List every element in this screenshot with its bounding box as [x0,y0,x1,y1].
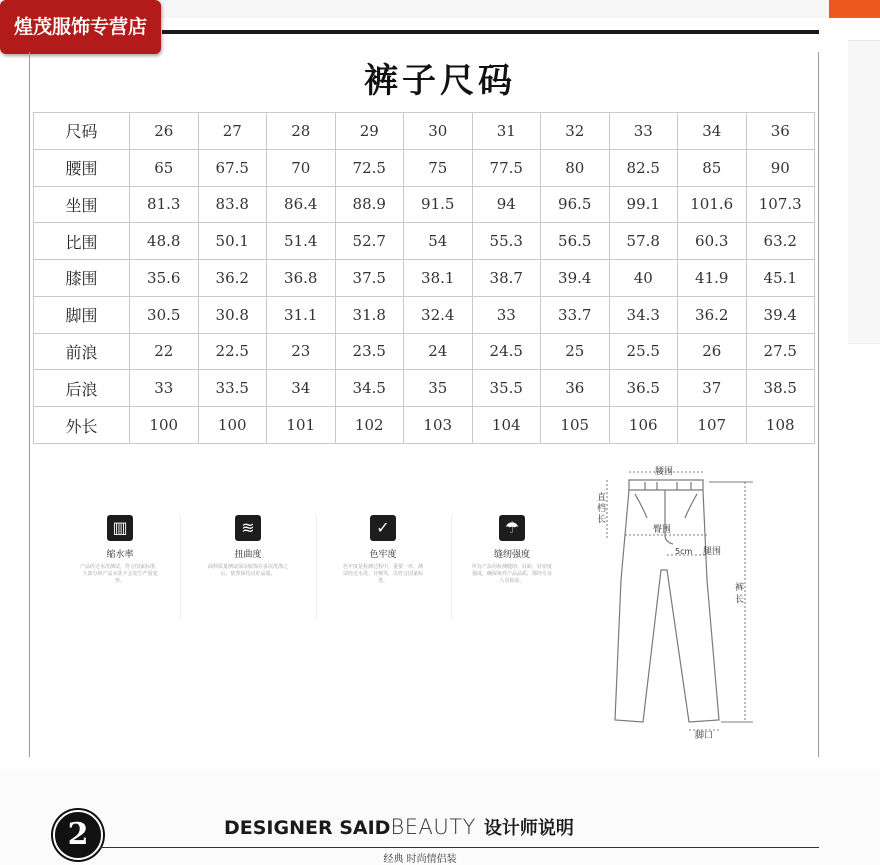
table-cell: 38.5 [746,370,815,407]
label-thigh: 腿围 [703,547,722,557]
table-cell: 35.5 [472,370,541,407]
table-cell: 70 [267,149,336,186]
feature-divider [316,515,317,620]
label-waist: 腰围 [655,467,674,477]
table-cell: 100 [198,407,267,444]
table-cell: 72.5 [335,149,404,186]
pants-outline [615,480,722,722]
header-divider [162,30,819,34]
table-cell: 107.3 [746,186,815,223]
table-row [34,186,815,223]
table-cell: 38.1 [404,260,473,297]
table-cell: 101 [267,407,336,444]
table-cell: 26 [130,113,199,150]
table-cell: 28 [267,113,336,150]
table-cell: 22 [130,333,199,370]
feature-title: 缝纫强度 [493,550,530,560]
table-cell: 50.1 [198,223,267,260]
table-cell: 77.5 [472,149,541,186]
heading-light: BEAUTY [390,815,476,839]
table-cell: 40 [609,260,678,297]
heading-bold: DESIGNER SAID [224,817,391,839]
frame-border-right [818,52,819,757]
orange-tab[interactable] [829,0,880,18]
measure-lines [607,472,753,730]
label-length [735,581,744,605]
table-cell: 41.9 [678,260,747,297]
table-cell: 48.8 [130,223,199,260]
table-cell: 35.6 [130,260,199,297]
feature-title: 扭曲度 [234,550,262,560]
table-cell: 81.3 [130,186,199,223]
table-cell: 65 [130,149,199,186]
section-number-badge: 2 [53,810,103,860]
table-cell: 26 [678,333,747,370]
feature-seam-strength [462,515,562,585]
quality-features [70,515,570,625]
table-row [34,333,815,370]
table-row [34,149,815,186]
label-5cm: 5cm [675,547,693,556]
row-label: 后浪 [34,370,130,407]
table-cell: 105 [541,407,610,444]
table-cell: 24.5 [472,333,541,370]
table-cell: 99.1 [609,186,678,223]
frame-border-left [29,52,30,757]
table-row [34,223,815,260]
table-cell: 30.5 [130,296,199,333]
table-cell: 31.1 [267,296,336,333]
feature-divider [180,515,181,620]
table-cell: 34.3 [609,296,678,333]
designer-said-heading [224,814,574,844]
table-cell: 33.5 [198,370,267,407]
row-label: 腰围 [34,149,130,186]
table-cell: 101.6 [678,186,747,223]
row-label: 尺码 [34,113,130,150]
table-cell: 94 [472,186,541,223]
feature-title: 色牢度 [369,550,397,560]
table-cell: 33 [472,296,541,333]
table-cell: 100 [130,407,199,444]
pants-measurement-diagram [585,460,775,745]
table-cell: 37 [678,370,747,407]
feature-desc: 产品经过水洗测试，符合国家标准，大部分的产品水洗不会发生严重变形。 [80,564,161,584]
table-cell: 30.8 [198,296,267,333]
table-cell: 33 [609,113,678,150]
table-cell: 34 [678,113,747,150]
table-cell: 39.4 [746,296,815,333]
table-cell: 54 [404,223,473,260]
table-cell: 33 [130,370,199,407]
table-cell: 35 [404,370,473,407]
table-cell: 33.7 [541,296,610,333]
table-cell: 27.5 [746,333,815,370]
table-cell: 37.5 [335,260,404,297]
table-row [34,296,815,333]
table-cell: 75 [404,149,473,186]
table-cell: 30 [404,113,473,150]
table-cell: 27 [198,113,267,150]
table-cell: 52.7 [335,223,404,260]
table-cell: 80 [541,149,610,186]
heading-cn: 设计师说明 [483,818,574,839]
table-cell: 36 [746,113,815,150]
feature-shrinkage [70,515,170,585]
table-cell: 31.8 [335,296,404,333]
feature-title: 缩水率 [106,550,134,560]
feature-twist [198,515,298,578]
table-cell: 51.4 [267,223,336,260]
table-cell: 36 [541,370,610,407]
table-cell: 103 [404,407,473,444]
table-cell: 38.7 [472,260,541,297]
label-front-rise [597,491,606,525]
shrink-icon: ▥ [107,515,133,541]
feature-desc: 所有产品均检测缝纫、针距、针密度强度，确保每件产品品质，都经专业人员检验。 [472,564,553,584]
table-row [34,260,815,297]
table-cell: 107 [678,407,747,444]
row-label: 坐围 [34,186,130,223]
row-label: 前浪 [34,333,130,370]
section-divider [100,847,819,848]
table-cell: 82.5 [609,149,678,186]
row-label: 外长 [34,407,130,444]
row-label: 比围 [34,223,130,260]
table-row [34,370,815,407]
svg-text:裤长: 裤长 [735,583,745,605]
table-cell: 25 [541,333,610,370]
table-cell: 36.2 [678,296,747,333]
table-cell: 36.2 [198,260,267,297]
table-cell: 32 [541,113,610,150]
svg-text:直档长: 直档长 [597,493,607,525]
table-cell: 36.5 [609,370,678,407]
table-cell: 36.8 [267,260,336,297]
table-cell: 60.3 [678,223,747,260]
table-cell: 39.4 [541,260,610,297]
table-cell: 106 [609,407,678,444]
row-label: 脚围 [34,296,130,333]
table-cell: 34.5 [335,370,404,407]
twist-icon: ≋ [235,515,261,541]
size-chart-table [33,112,815,444]
colorfast-icon: ✓ [370,515,396,541]
section-subtitle: 经典 时尚情侣装 [383,854,457,865]
table-cell: 86.4 [267,186,336,223]
table-cell: 32.4 [404,296,473,333]
size-chart-title: 裤子尺码 [364,61,516,101]
table-cell: 102 [335,407,404,444]
table-cell: 96.5 [541,186,610,223]
table-cell: 67.5 [198,149,267,186]
table-cell: 23 [267,333,336,370]
table-cell: 25.5 [609,333,678,370]
table-cell: 31 [472,113,541,150]
table-cell: 104 [472,407,541,444]
feature-colorfastness [333,515,433,585]
table-cell: 29 [335,113,404,150]
shop-name-badge[interactable]: 煌茂服饰专营店 [0,0,161,54]
table-cell: 24 [404,333,473,370]
label-hem: 脚口 [695,731,714,741]
table-row [34,113,815,150]
table-row [34,407,815,444]
table-cell: 34 [267,370,336,407]
table-cell: 22.5 [198,333,267,370]
table-cell: 55.3 [472,223,541,260]
seam-strength-icon: ☂ [499,515,525,541]
table-cell: 45.1 [746,260,815,297]
table-cell: 57.8 [609,223,678,260]
row-label: 膝围 [34,260,130,297]
table-cell: 91.5 [404,186,473,223]
feature-divider [451,515,452,620]
table-cell: 63.2 [746,223,815,260]
table-cell: 56.5 [541,223,610,260]
table-cell: 90 [746,149,815,186]
table-cell: 88.9 [335,186,404,223]
feature-desc: 面料质量测试保证服饰在多次洗涤之后，依然保持良好品质。 [208,564,289,577]
table-cell: 23.5 [335,333,404,370]
table-cell: 85 [678,149,747,186]
feature-desc: 色牢度是检测过程中，重要一环，测试经过水洗、日晒等，以符合国家标准。 [343,564,424,584]
label-hip: 臀围 [653,525,672,535]
table-cell: 83.8 [198,186,267,223]
table-cell: 108 [746,407,815,444]
